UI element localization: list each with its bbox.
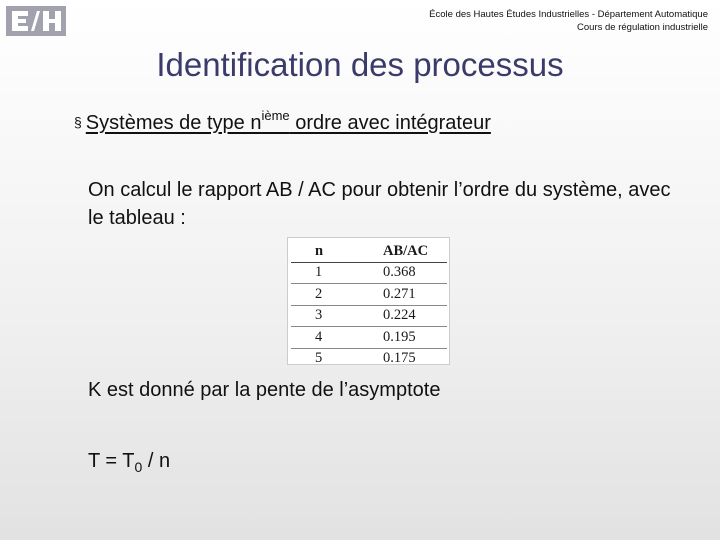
cell-ratio: 0.195: [375, 327, 447, 349]
slide-title: Identification des processus: [156, 46, 564, 83]
cell-ratio: 0.271: [375, 284, 447, 306]
table-row: [291, 305, 447, 327]
bullet-text: [85, 108, 491, 134]
cell-n: 5: [315, 350, 323, 367]
body-paragraph: On calcul le rapport AB / AC pour obtenir l’ordre du système, avec le tableau :: [88, 179, 671, 229]
cell-ratio: 0.368: [375, 262, 447, 284]
formula-lhs: T = T: [88, 450, 135, 472]
ratio-table: [291, 241, 447, 369]
cell-n: 4: [291, 327, 375, 349]
ratio-table-container: [287, 237, 450, 365]
column-header-ratio: AB/AC: [375, 241, 447, 262]
k-statement: K est donné par la pente de l’asymptote: [88, 379, 441, 401]
bullet-superscript: ième: [261, 108, 290, 123]
bullet-text-end: ordre avec intégrateur: [289, 112, 491, 134]
formula-subscript: 0: [134, 459, 143, 475]
formula-rhs: / n: [142, 450, 171, 472]
header: [429, 8, 708, 34]
bullet-marker-icon: §: [74, 114, 82, 130]
table-row: [291, 284, 447, 306]
table-row: [291, 348, 447, 369]
cell-n: 3: [291, 305, 375, 327]
table-header-row: [291, 241, 447, 262]
table-row: [291, 262, 447, 284]
header-course: Cours de régulation industrielle: [577, 22, 708, 33]
cell-n: 1: [291, 262, 375, 284]
time-constant-formula: [88, 450, 170, 475]
cell-ratio: 0.224: [375, 305, 447, 327]
table-row: [291, 327, 447, 349]
bullet-heading: [74, 108, 491, 135]
cell-ratio: 0.175: [383, 350, 416, 367]
column-header-n: n: [291, 241, 375, 262]
header-school: École des Hautes Études Industrielles - Département Automatique: [429, 9, 708, 20]
ehei-logo-icon: [6, 6, 66, 36]
cell-n: 2: [291, 284, 375, 306]
bullet-text-start: Systèmes de type n: [85, 112, 262, 134]
